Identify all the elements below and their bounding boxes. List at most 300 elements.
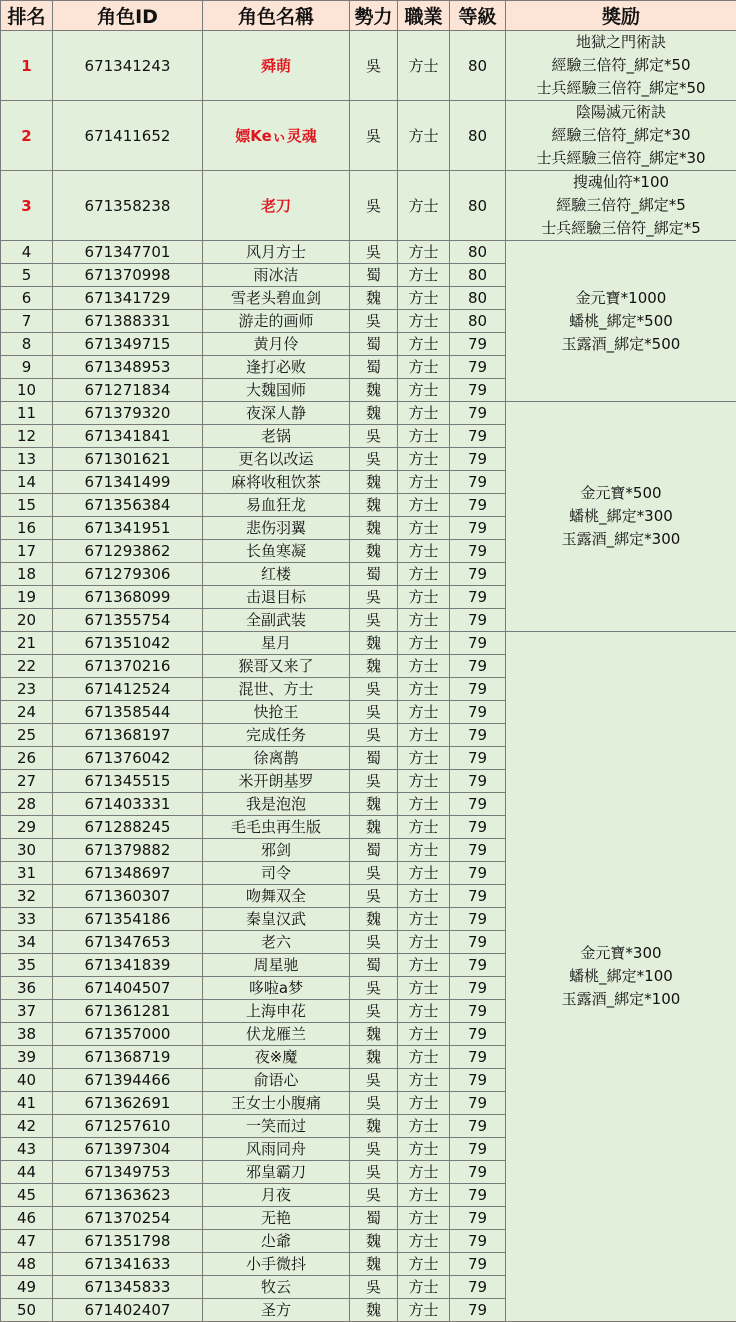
level-cell: 79 [450,908,506,931]
table-row [1,101,736,171]
level-cell: 79 [450,701,506,724]
job-cell: 方士 [398,770,450,793]
role-id-cell: 671362691 [53,1092,203,1115]
rank-cell: 26 [1,747,53,770]
faction-cell: 吳 [350,1000,398,1023]
job-cell: 方士 [398,1230,450,1253]
rank-cell: 7 [1,310,53,333]
role-id-cell: 671301621 [53,448,203,471]
header-job: 職業 [398,1,450,31]
rank-cell: 10 [1,379,53,402]
rank-cell: 36 [1,977,53,1000]
role-name-cell: 全副武装 [203,609,350,632]
faction-cell: 魏 [350,494,398,517]
faction-cell: 吳 [350,1276,398,1299]
role-id-cell: 671341729 [53,287,203,310]
level-cell: 79 [450,563,506,586]
header-role-name: 角色名稱 [203,1,350,31]
job-cell: 方士 [398,310,450,333]
rank-cell: 15 [1,494,53,517]
rank-cell: 34 [1,931,53,954]
level-cell: 79 [450,885,506,908]
rank-cell: 13 [1,448,53,471]
faction-cell: 魏 [350,540,398,563]
role-id-cell: 671345833 [53,1276,203,1299]
level-cell: 79 [450,1299,506,1322]
role-name-cell: 悲伤羽翼 [203,517,350,540]
level-cell: 79 [450,1230,506,1253]
rank-cell: 47 [1,1230,53,1253]
level-cell: 79 [450,839,506,862]
level-cell: 79 [450,770,506,793]
reward-line: 金元寶*500 [506,482,736,505]
job-cell: 方士 [398,816,450,839]
role-name-cell: 大魏国师 [203,379,350,402]
level-cell: 79 [450,586,506,609]
role-id-cell: 671368719 [53,1046,203,1069]
role-name-cell: 圣方 [203,1299,350,1322]
job-cell: 方士 [398,1253,450,1276]
role-name-cell: 击退目标 [203,586,350,609]
rank-cell: 20 [1,609,53,632]
level-cell: 79 [450,471,506,494]
role-id-cell: 671356384 [53,494,203,517]
job-cell: 方士 [398,1138,450,1161]
role-name-cell: 老刀 [203,171,350,241]
role-id-cell: 671279306 [53,563,203,586]
level-cell: 79 [450,632,506,655]
role-id-cell: 671363623 [53,1184,203,1207]
job-cell: 方士 [398,678,450,701]
header-role-id: 角色ID [53,1,203,31]
role-name-cell: 伏龙雁兰 [203,1023,350,1046]
role-id-cell: 671348953 [53,356,203,379]
job-cell: 方士 [398,747,450,770]
faction-cell: 魏 [350,1115,398,1138]
faction-cell: 魏 [350,287,398,310]
rank-cell: 25 [1,724,53,747]
role-id-cell: 671349715 [53,333,203,356]
role-name-cell: 一笑而过 [203,1115,350,1138]
level-cell: 79 [450,655,506,678]
rank-cell: 29 [1,816,53,839]
role-id-cell: 671351798 [53,1230,203,1253]
role-name-cell: 红楼 [203,563,350,586]
faction-cell: 魏 [350,1046,398,1069]
job-cell: 方士 [398,977,450,1000]
faction-cell: 蜀 [350,1207,398,1230]
job-cell: 方士 [398,1046,450,1069]
faction-cell: 吳 [350,586,398,609]
table-row [1,171,736,241]
reward-line: 玉露酒_綁定*300 [506,528,736,551]
role-id-cell: 671293862 [53,540,203,563]
reward-line: 經驗三倍符_綁定*50 [506,54,736,77]
level-cell: 80 [450,310,506,333]
role-id-cell: 671376042 [53,747,203,770]
role-name-cell: 徐离鹊 [203,747,350,770]
job-cell: 方士 [398,379,450,402]
level-cell: 79 [450,1069,506,1092]
rank-cell: 16 [1,517,53,540]
rank-cell: 44 [1,1161,53,1184]
reward-cell [506,402,736,632]
role-name-cell: 月夜 [203,1184,350,1207]
faction-cell: 魏 [350,793,398,816]
level-cell: 79 [450,448,506,471]
reward-cell [506,171,736,241]
rank-cell: 24 [1,701,53,724]
rank-cell: 21 [1,632,53,655]
level-cell: 79 [450,816,506,839]
faction-cell: 吳 [350,310,398,333]
header-faction: 勢力 [350,1,398,31]
role-id-cell: 671347701 [53,241,203,264]
level-cell: 79 [450,1207,506,1230]
role-name-cell: 吻舞双全 [203,885,350,908]
role-name-cell: 混世、方士 [203,678,350,701]
rank-cell: 14 [1,471,53,494]
level-cell: 79 [450,1092,506,1115]
reward-cell [506,241,736,402]
faction-cell: 蜀 [350,333,398,356]
rank-cell: 11 [1,402,53,425]
faction-cell: 魏 [350,379,398,402]
role-name-cell: 我是泡泡 [203,793,350,816]
level-cell: 79 [450,356,506,379]
job-cell: 方士 [398,1023,450,1046]
role-name-cell: 老锅 [203,425,350,448]
level-cell: 79 [450,862,506,885]
faction-cell: 蜀 [350,264,398,287]
faction-cell: 吳 [350,241,398,264]
faction-cell: 吳 [350,1138,398,1161]
reward-line: 陰陽滅元術訣 [506,101,736,124]
rank-cell: 19 [1,586,53,609]
role-id-cell: 671271834 [53,379,203,402]
reward-cell [506,632,736,1322]
job-cell: 方士 [398,885,450,908]
faction-cell: 吳 [350,448,398,471]
role-name-cell: 易血狂龙 [203,494,350,517]
role-id-cell: 671358544 [53,701,203,724]
role-name-cell: 无艳 [203,1207,350,1230]
job-cell: 方士 [398,1115,450,1138]
faction-cell: 魏 [350,655,398,678]
job-cell: 方士 [398,862,450,885]
reward-line: 地獄之門術訣 [506,31,736,54]
job-cell: 方士 [398,954,450,977]
faction-cell: 魏 [350,517,398,540]
role-name-cell: 逢打必败 [203,356,350,379]
faction-cell: 吳 [350,862,398,885]
role-name-cell: 秦皇汉武 [203,908,350,931]
level-cell: 79 [450,402,506,425]
role-id-cell: 671341841 [53,425,203,448]
header-reward: 獎励 [506,1,736,31]
role-name-cell: 小手微抖 [203,1253,350,1276]
rank-cell: 17 [1,540,53,563]
job-cell: 方士 [398,931,450,954]
level-cell: 80 [450,101,506,171]
job-cell: 方士 [398,1161,450,1184]
level-cell: 79 [450,540,506,563]
job-cell: 方士 [398,1276,450,1299]
role-name-cell: 雨冰洁 [203,264,350,287]
rank-cell: 46 [1,1207,53,1230]
job-cell: 方士 [398,494,450,517]
role-name-cell: 周星驰 [203,954,350,977]
level-cell: 79 [450,747,506,770]
rank-cell: 38 [1,1023,53,1046]
faction-cell: 吳 [350,171,398,241]
faction-cell: 蜀 [350,563,398,586]
job-cell: 方士 [398,1299,450,1322]
faction-cell: 吳 [350,425,398,448]
role-id-cell: 671360307 [53,885,203,908]
job-cell: 方士 [398,793,450,816]
reward-line: 搜魂仙符*100 [506,171,736,194]
job-cell: 方士 [398,839,450,862]
role-name-cell: 老六 [203,931,350,954]
header-rank: 排名 [1,1,53,31]
level-cell: 79 [450,1276,506,1299]
role-id-cell: 671370998 [53,264,203,287]
faction-cell: 魏 [350,402,398,425]
rank-cell: 35 [1,954,53,977]
job-cell: 方士 [398,471,450,494]
rank-cell: 28 [1,793,53,816]
role-name-cell: 黄月伶 [203,333,350,356]
reward-line: 玉露酒_綁定*500 [506,333,736,356]
role-id-cell: 671412524 [53,678,203,701]
rank-cell: 12 [1,425,53,448]
faction-cell: 魏 [350,471,398,494]
faction-cell: 吳 [350,678,398,701]
faction-cell: 吳 [350,1092,398,1115]
reward-line: 金元寶*300 [506,942,736,965]
faction-cell: 魏 [350,908,398,931]
role-id-cell: 671257610 [53,1115,203,1138]
job-cell: 方士 [398,586,450,609]
rank-cell: 32 [1,885,53,908]
level-cell: 80 [450,31,506,101]
job-cell: 方士 [398,241,450,264]
reward-cell [506,101,736,171]
role-name-cell: 王女士小腹痛 [203,1092,350,1115]
reward-line: 蟠桃_綁定*300 [506,505,736,528]
faction-cell: 蜀 [350,356,398,379]
job-cell: 方士 [398,724,450,747]
role-id-cell: 671368197 [53,724,203,747]
table-body [1,31,736,1322]
reward-line: 蟠桃_綁定*100 [506,965,736,988]
faction-cell: 蜀 [350,839,398,862]
role-name-cell: 邪剑 [203,839,350,862]
faction-cell: 蜀 [350,954,398,977]
role-name-cell: 牧云 [203,1276,350,1299]
job-cell: 方士 [398,655,450,678]
rank-cell: 40 [1,1069,53,1092]
rank-cell: 50 [1,1299,53,1322]
job-cell: 方士 [398,448,450,471]
job-cell: 方士 [398,908,450,931]
level-cell: 80 [450,264,506,287]
job-cell: 方士 [398,425,450,448]
role-id-cell: 671404507 [53,977,203,1000]
role-id-cell: 671341499 [53,471,203,494]
job-cell: 方士 [398,264,450,287]
role-name-cell: 夜※魔 [203,1046,350,1069]
role-name-cell: 哆啦a梦 [203,977,350,1000]
rank-cell: 2 [1,101,53,171]
level-cell: 79 [450,1000,506,1023]
level-cell: 79 [450,1046,506,1069]
header-level: 等級 [450,1,506,31]
faction-cell: 吳 [350,701,398,724]
rank-cell: 39 [1,1046,53,1069]
faction-cell: 吳 [350,931,398,954]
role-name-cell: 夜深人静 [203,402,350,425]
rank-cell: 33 [1,908,53,931]
faction-cell: 魏 [350,1023,398,1046]
role-name-cell: 猴哥又来了 [203,655,350,678]
faction-cell: 魏 [350,1253,398,1276]
reward-line: 士兵經驗三倍符_綁定*30 [506,147,736,170]
level-cell: 79 [450,1115,506,1138]
job-cell: 方士 [398,517,450,540]
faction-cell: 吳 [350,770,398,793]
job-cell: 方士 [398,333,450,356]
role-id-cell: 671348697 [53,862,203,885]
role-name-cell: 邪皇霸刀 [203,1161,350,1184]
faction-cell: 吳 [350,885,398,908]
role-id-cell: 671288245 [53,816,203,839]
job-cell: 方士 [398,287,450,310]
level-cell: 79 [450,517,506,540]
faction-cell: 吳 [350,31,398,101]
level-cell: 80 [450,171,506,241]
faction-cell: 魏 [350,816,398,839]
job-cell: 方士 [398,402,450,425]
faction-cell: 蜀 [350,747,398,770]
reward-line: 經驗三倍符_綁定*30 [506,124,736,147]
role-name-cell: 毛毛虫再生版 [203,816,350,839]
role-name-cell: 雪老头碧血剑 [203,287,350,310]
job-cell: 方士 [398,31,450,101]
faction-cell: 魏 [350,1299,398,1322]
level-cell: 79 [450,931,506,954]
rank-cell: 37 [1,1000,53,1023]
role-id-cell: 671397304 [53,1138,203,1161]
role-id-cell: 671358238 [53,171,203,241]
role-id-cell: 671354186 [53,908,203,931]
job-cell: 方士 [398,1184,450,1207]
rank-cell: 48 [1,1253,53,1276]
level-cell: 79 [450,379,506,402]
faction-cell: 吳 [350,724,398,747]
rank-cell: 42 [1,1115,53,1138]
level-cell: 80 [450,241,506,264]
role-id-cell: 671370254 [53,1207,203,1230]
role-name-cell: 尐爺 [203,1230,350,1253]
role-id-cell: 671388331 [53,310,203,333]
role-name-cell: 上海申花 [203,1000,350,1023]
rank-cell: 1 [1,31,53,101]
rank-cell: 6 [1,287,53,310]
level-cell: 79 [450,977,506,1000]
job-cell: 方士 [398,1069,450,1092]
faction-cell: 魏 [350,632,398,655]
role-id-cell: 671347653 [53,931,203,954]
level-cell: 79 [450,494,506,517]
job-cell: 方士 [398,540,450,563]
role-id-cell: 671351042 [53,632,203,655]
role-id-cell: 671349753 [53,1161,203,1184]
rank-cell: 3 [1,171,53,241]
job-cell: 方士 [398,171,450,241]
faction-cell: 吳 [350,1184,398,1207]
role-name-cell: 更名以改运 [203,448,350,471]
level-cell: 79 [450,1023,506,1046]
role-id-cell: 671341633 [53,1253,203,1276]
role-id-cell: 671341243 [53,31,203,101]
faction-cell: 吳 [350,977,398,1000]
rank-cell: 9 [1,356,53,379]
reward-line: 士兵經驗三倍符_綁定*5 [506,217,736,240]
rank-cell: 30 [1,839,53,862]
rank-cell: 8 [1,333,53,356]
rank-cell: 23 [1,678,53,701]
role-name-cell: 风月方士 [203,241,350,264]
role-id-cell: 671379882 [53,839,203,862]
reward-line: 經驗三倍符_綁定*5 [506,194,736,217]
role-id-cell: 671403331 [53,793,203,816]
role-name-cell: 完成任务 [203,724,350,747]
table-row [1,31,736,101]
role-name-cell: 俞语心 [203,1069,350,1092]
role-id-cell: 671361281 [53,1000,203,1023]
faction-cell: 吳 [350,609,398,632]
role-id-cell: 671357000 [53,1023,203,1046]
reward-cell [506,31,736,101]
role-id-cell: 671345515 [53,770,203,793]
level-cell: 79 [450,333,506,356]
job-cell: 方士 [398,632,450,655]
role-id-cell: 671355754 [53,609,203,632]
job-cell: 方士 [398,1207,450,1230]
role-id-cell: 671341839 [53,954,203,977]
rank-cell: 31 [1,862,53,885]
level-cell: 79 [450,1184,506,1207]
role-id-cell: 671379320 [53,402,203,425]
rank-cell: 41 [1,1092,53,1115]
faction-cell: 吳 [350,101,398,171]
rank-cell: 49 [1,1276,53,1299]
rank-cell: 18 [1,563,53,586]
rank-cell: 4 [1,241,53,264]
level-cell: 79 [450,793,506,816]
role-name-cell: 米开朗基罗 [203,770,350,793]
level-cell: 79 [450,1138,506,1161]
role-name-cell: 嫖Keぃ灵魂 [203,101,350,171]
job-cell: 方士 [398,356,450,379]
role-id-cell: 671370216 [53,655,203,678]
level-cell: 79 [450,609,506,632]
rank-cell: 5 [1,264,53,287]
faction-cell: 魏 [350,1230,398,1253]
level-cell: 79 [450,954,506,977]
